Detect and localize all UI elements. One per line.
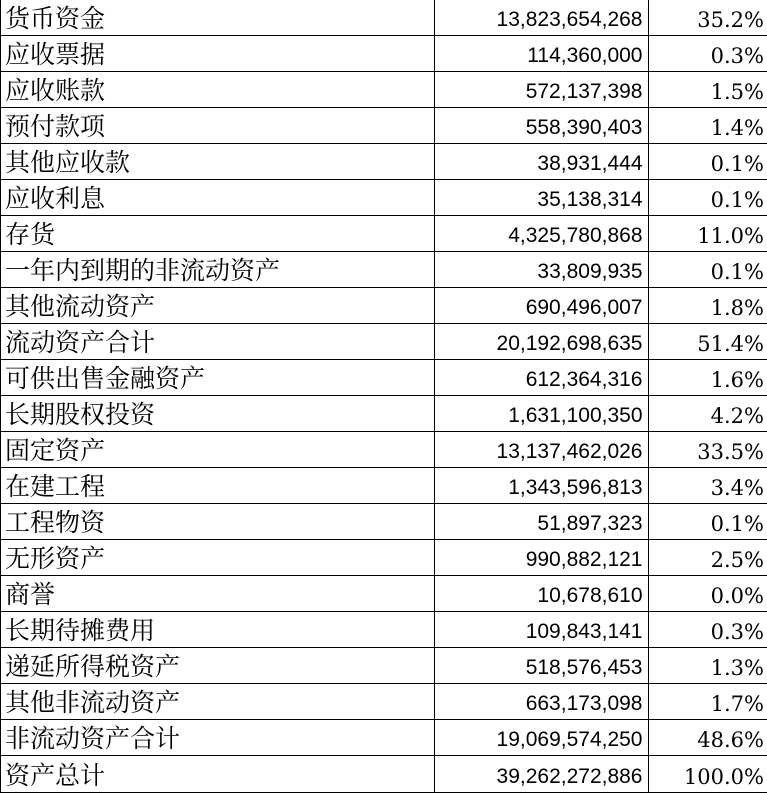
table-row bbox=[1, 575, 767, 611]
table-row bbox=[1, 359, 767, 395]
row-percent-cell: 100.0% bbox=[648, 755, 767, 792]
table-row bbox=[1, 143, 767, 179]
row-name-cell: 工程物资 bbox=[1, 503, 434, 539]
row-value-cell: 35,138,314 bbox=[434, 179, 648, 215]
table-row bbox=[1, 539, 767, 575]
row-percent-cell: 0.3% bbox=[648, 35, 767, 71]
row-value-cell: 612,364,316 bbox=[434, 359, 648, 395]
row-value-cell: 13,137,462,026 bbox=[434, 431, 648, 467]
row-value-cell: 38,931,444 bbox=[434, 143, 648, 179]
row-value-cell: 13,823,654,268 bbox=[434, 0, 648, 35]
row-value-cell: 109,843,141 bbox=[434, 611, 648, 647]
row-percent-cell: 0.1% bbox=[648, 179, 767, 215]
row-value-cell: 690,496,007 bbox=[434, 287, 648, 323]
table-row bbox=[1, 395, 767, 431]
table-row bbox=[1, 647, 767, 683]
row-percent-cell: 4.2% bbox=[648, 395, 767, 431]
row-name-cell: 货币资金 bbox=[1, 0, 434, 35]
table-row bbox=[1, 719, 767, 755]
row-percent-cell: 0.1% bbox=[648, 503, 767, 539]
table-row bbox=[1, 503, 767, 539]
row-name-cell: 应收利息 bbox=[1, 179, 434, 215]
row-percent-cell: 51.4% bbox=[648, 323, 767, 359]
table-row bbox=[1, 0, 767, 35]
table-row bbox=[1, 107, 767, 143]
row-name-cell: 资产总计 bbox=[1, 755, 434, 792]
table-row bbox=[1, 71, 767, 107]
table-row bbox=[1, 251, 767, 287]
asset-table bbox=[1, 0, 767, 793]
row-name-cell: 存货 bbox=[1, 215, 434, 251]
row-value-cell: 663,173,098 bbox=[434, 683, 648, 719]
row-value-cell: 990,882,121 bbox=[434, 539, 648, 575]
row-value-cell: 572,137,398 bbox=[434, 71, 648, 107]
row-percent-cell: 0.0% bbox=[648, 575, 767, 611]
row-value-cell: 51,897,323 bbox=[434, 503, 648, 539]
row-value-cell: 114,360,000 bbox=[434, 35, 648, 71]
row-value-cell: 10,678,610 bbox=[434, 575, 648, 611]
row-name-cell: 非流动资产合计 bbox=[1, 719, 434, 755]
row-value-cell: 1,631,100,350 bbox=[434, 395, 648, 431]
table-row bbox=[1, 35, 767, 71]
row-percent-cell: 35.2% bbox=[648, 0, 767, 35]
row-name-cell: 其他应收款 bbox=[1, 143, 434, 179]
row-percent-cell: 1.7% bbox=[648, 683, 767, 719]
row-percent-cell: 11.0% bbox=[648, 215, 767, 251]
row-value-cell: 518,576,453 bbox=[434, 647, 648, 683]
row-value-cell: 4,325,780,868 bbox=[434, 215, 648, 251]
row-percent-cell: 2.5% bbox=[648, 539, 767, 575]
row-percent-cell: 1.4% bbox=[648, 107, 767, 143]
table-row bbox=[1, 431, 767, 467]
row-name-cell: 无形资产 bbox=[1, 539, 434, 575]
row-percent-cell: 33.5% bbox=[648, 431, 767, 467]
row-name-cell: 长期股权投资 bbox=[1, 395, 434, 431]
asset-table-body bbox=[1, 0, 767, 792]
table-row bbox=[1, 287, 767, 323]
row-name-cell: 递延所得税资产 bbox=[1, 647, 434, 683]
row-value-cell: 1,343,596,813 bbox=[434, 467, 648, 503]
row-name-cell: 固定资产 bbox=[1, 431, 434, 467]
row-value-cell: 20,192,698,635 bbox=[434, 323, 648, 359]
row-percent-cell: 0.1% bbox=[648, 251, 767, 287]
row-percent-cell: 0.1% bbox=[648, 143, 767, 179]
row-value-cell: 558,390,403 bbox=[434, 107, 648, 143]
row-name-cell: 应收票据 bbox=[1, 35, 434, 71]
row-percent-cell: 1.5% bbox=[648, 71, 767, 107]
row-name-cell: 应收账款 bbox=[1, 71, 434, 107]
table-row bbox=[1, 467, 767, 503]
table-row bbox=[1, 323, 767, 359]
table-row bbox=[1, 683, 767, 719]
row-name-cell: 其他非流动资产 bbox=[1, 683, 434, 719]
row-percent-cell: 1.3% bbox=[648, 647, 767, 683]
row-value-cell: 39,262,272,886 bbox=[434, 755, 648, 792]
row-percent-cell: 1.6% bbox=[648, 359, 767, 395]
row-name-cell: 可供出售金融资产 bbox=[1, 359, 434, 395]
table-row bbox=[1, 755, 767, 792]
row-percent-cell: 1.8% bbox=[648, 287, 767, 323]
row-percent-cell: 48.6% bbox=[648, 719, 767, 755]
row-name-cell: 其他流动资产 bbox=[1, 287, 434, 323]
row-name-cell: 在建工程 bbox=[1, 467, 434, 503]
table-row bbox=[1, 179, 767, 215]
row-value-cell: 33,809,935 bbox=[434, 251, 648, 287]
row-name-cell: 流动资产合计 bbox=[1, 323, 434, 359]
row-name-cell: 长期待摊费用 bbox=[1, 611, 434, 647]
row-value-cell: 19,069,574,250 bbox=[434, 719, 648, 755]
row-name-cell: 商誉 bbox=[1, 575, 434, 611]
row-name-cell: 预付款项 bbox=[1, 107, 434, 143]
row-name-cell: 一年内到期的非流动资产 bbox=[1, 251, 434, 287]
table-row bbox=[1, 215, 767, 251]
table-row bbox=[1, 611, 767, 647]
row-percent-cell: 0.3% bbox=[648, 611, 767, 647]
row-percent-cell: 3.4% bbox=[648, 467, 767, 503]
